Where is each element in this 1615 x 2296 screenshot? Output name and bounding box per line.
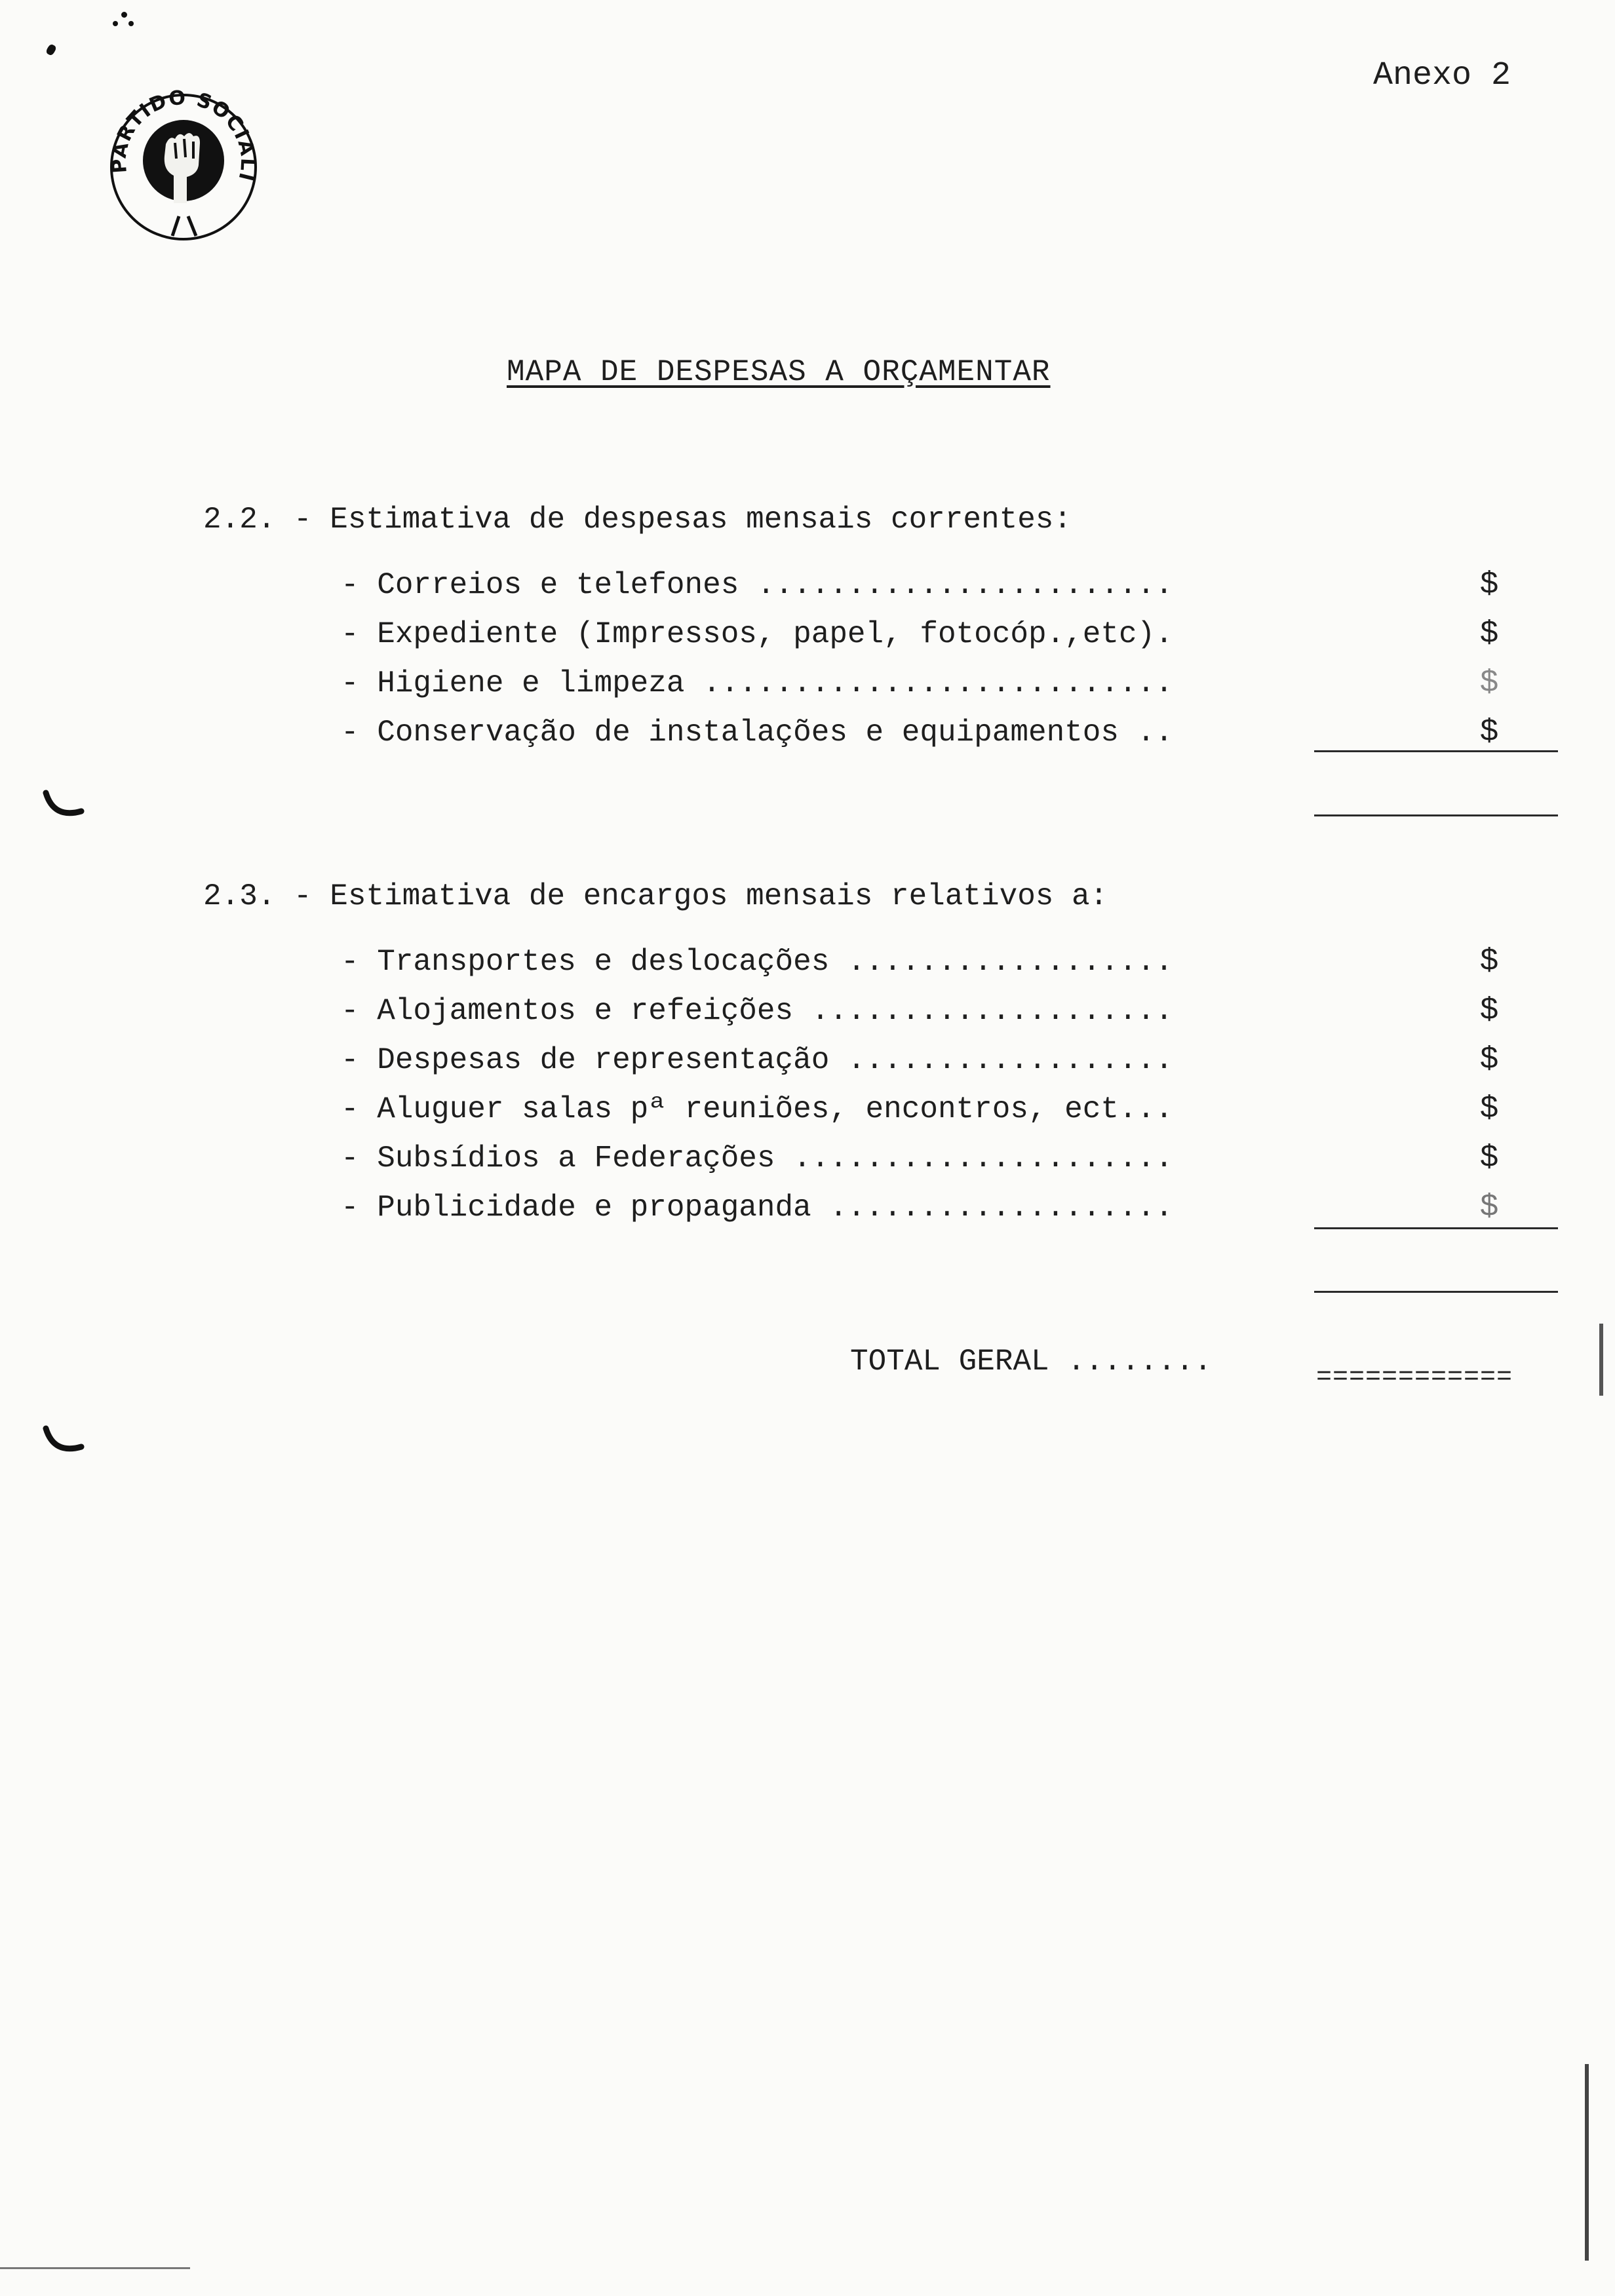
subtotal-line [1314,1291,1558,1293]
expense-item: - Subsídios a Federações ..................... [341,1141,1173,1176]
expense-item: - Transportes e deslocações .................. [341,945,1173,979]
scan-mark [128,21,134,26]
expense-item: - Correios e telefones ....................... [341,568,1173,602]
expense-item: - Alojamentos e refeições .................... [341,994,1173,1028]
currency-symbol: $ [1479,666,1499,701]
scan-mark [121,12,127,18]
page-title: MAPA DE DESPESAS A ORÇAMENTAR [507,355,1051,389]
punch-hole-curve [41,1415,87,1461]
subtotal-rule [1314,750,1558,752]
expense-item: - Despesas de representação .................. [341,1043,1173,1077]
currency-symbol: $ [1479,993,1499,1029]
margin-streak [0,2267,190,2269]
expense-item: - Higiene e limpeza .......................... [341,666,1173,700]
punch-hole-mark [41,1415,87,1461]
grand-total-label: TOTAL GERAL ........ [850,1345,1213,1379]
expense-item: - Publicidade e propaganda ................... [341,1191,1173,1225]
currency-symbol: $ [1479,1141,1499,1176]
currency-symbol: $ [1479,1043,1499,1078]
scan-mark [113,21,118,26]
currency-symbol: $ [1479,944,1499,980]
margin-streak [1585,2064,1589,2261]
subtotal-line [1314,814,1558,816]
annex-label: Anexo 2 [1373,57,1511,94]
currency-symbol: $ [1479,1092,1499,1127]
currency-symbol: $ [1479,617,1499,652]
section-2-3-heading: 2.3. - Estimativa de encargos mensais relativos a: [203,879,1108,913]
expense-item: - Aluguer salas pª reuniões, encontros, ect... [341,1092,1173,1126]
expense-item: - Conservação de instalações e equipamentos .. [341,716,1173,750]
expense-item: - Expediente (Impressos, papel, fotocóp.,etc). [341,617,1173,651]
svg-text:PARTIDO SOCIALISTA: PARTIDO SOCIALISTA [100,74,260,185]
punch-hole-mark [41,780,87,826]
currency-symbol: $ [1479,1190,1499,1225]
punch-hole-curve [41,780,87,826]
currency-symbol: $ [1479,567,1499,603]
party-logo [100,74,260,242]
subtotal-rule [1314,1227,1558,1229]
grand-total-double-underline: ============ [1316,1363,1513,1392]
section-2-2-heading: 2.2. - Estimativa de despesas mensais correntes: [203,503,1072,537]
scan-mark [45,43,57,56]
margin-streak [1599,1324,1603,1396]
party-logo-seal [100,74,260,242]
currency-symbol: $ [1479,715,1499,750]
